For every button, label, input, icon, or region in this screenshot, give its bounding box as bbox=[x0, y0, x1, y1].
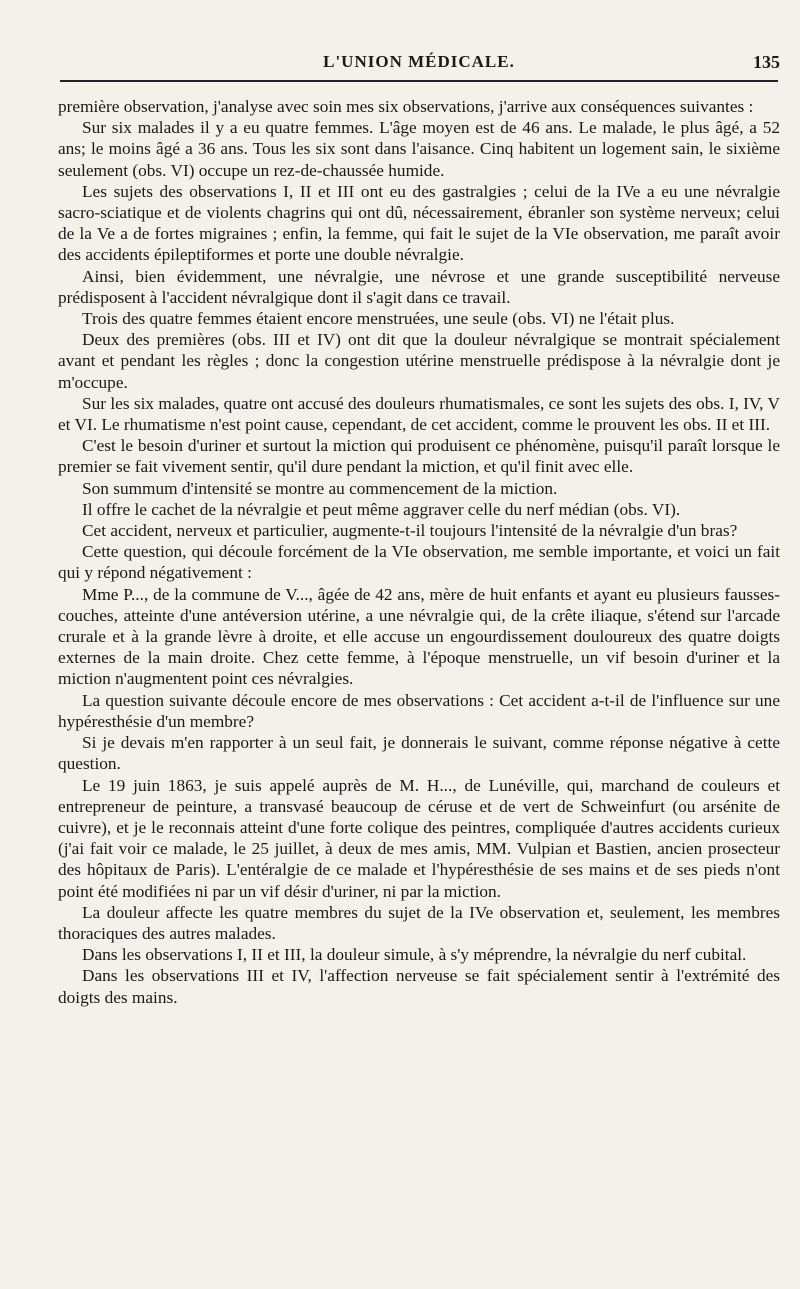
paragraph: Sur les six malades, quatre ont accusé des douleurs rhumatismales, ce sont les sujets des obs. I, IV, V et VI. Le rhumatisme n'est point cause, cependant, de cet accident, comme le prouvent les obs. II et III. bbox=[58, 393, 780, 435]
paragraph: première observation, j'analyse avec soin mes six observations, j'arrive aux conséquences suivantes : bbox=[58, 97, 754, 116]
page-number: 135 bbox=[753, 52, 780, 72]
paragraph: Il offre le cachet de la névralgie et peut même aggraver celle du nerf médian (obs. VI). bbox=[82, 499, 681, 519]
running-title: L'UNION MÉDICALE. bbox=[323, 52, 515, 71]
paragraph: Deux des premières (obs. III et IV) ont dit que la douleur névralgique se montrait spécialement avant et pendant les règles ; donc la congestion utérine menstruelle prédispose à la névralgie dont je m'occupe. bbox=[58, 330, 780, 392]
paragraph: Sur six malades il y a eu quatre femmes. L'âge moyen est de 46 ans. Le malade, le plus âgé, a 52 ans; le moins âgé a 36 ans. Tous les six sont dans l'aisance. Cinq habitent un logement sain, le sixième seulement (obs. VI) occupe un rez-de-chaussée humide. bbox=[58, 118, 780, 180]
paragraph: Si je devais m'en rapporter à un seul fait, je donnerais le suivant, comme réponse négative à cette question. bbox=[58, 733, 780, 774]
paragraph: Dans les observations I, II et III, la douleur simule, à s'y méprendre, la névralgie du nerf cubital. bbox=[82, 945, 747, 965]
paragraph: Cette question, qui découle forcément de la VIe observation, me semble importante, et voici un fait qui y répond négativement : bbox=[58, 542, 780, 583]
paragraph: Ainsi, bien évidemment, une névralgie, une névrose et une grande susceptibilité nerveuse prédisposent à l'accident névralgique dont il s'agit dans ce travail. bbox=[58, 266, 780, 307]
body-text bbox=[58, 96, 780, 1008]
paragraph: Cet accident, nerveux et particulier, augmente-t-il toujours l'intensité de la névralgie d'un bras? bbox=[82, 521, 738, 541]
paragraph: Trois des quatre femmes étaient encore menstruées, une seule (obs. VI) ne l'était plus. bbox=[82, 309, 675, 329]
paragraph: Dans les observations III et IV, l'affection nerveuse se fait spécialement sentir à l'extrémité des doigts des mains. bbox=[58, 966, 780, 1007]
paragraph: Son summum d'intensité se montre au commencement de la miction. bbox=[82, 478, 558, 498]
running-head bbox=[58, 52, 780, 82]
paragraph: La douleur affecte les quatre membres du sujet de la IVe observation et, seulement, les membres thoraciques des autres malades. bbox=[58, 902, 780, 943]
paragraph: Les sujets des observations I, II et III ont eu des gastralgies ; celui de la IVe a eu une névralgie sacro-sciatique et de violents chagrins qui ont dû, nécessairement, ébranler son système nerveux; celui de la Ve a de fortes migraines ; enfin, la femme, qui fait le sujet de la VIe observation, me paraît avoir des accidents épileptiformes et porte une double névralgie. bbox=[58, 181, 780, 265]
paragraph: La question suivante découle encore de mes observations : Cet accident a-t-il de l'influence sur une hypéresthésie d'un membre? bbox=[58, 690, 780, 731]
header-rule bbox=[60, 80, 778, 82]
paragraph: Le 19 juin 1863, je suis appelé auprès de M. H..., de Lunéville, qui, marchand de couleurs et entrepreneur de peinture, a transvasé beaucoup de céruse et de vert de Schweinfurt (ou arsénite de cuivre), et je le reconnais atteint d'une forte colique des peintres, compliquée d'autres accidents curieux (j'ai fait voir ce malade, le 25 juillet, à deux de mes amis, MM. Vulpian et Bastien, ancien prosecteur des hôpitaux de Paris). L'entéralgie de ce malade et l'hypéresthésie de ses mains et de ses pieds n'ont point été modifiées ni par un vif désir d'uriner, ni par la miction. bbox=[58, 775, 780, 901]
paragraph: C'est le besoin d'uriner et surtout la miction qui produisent ce phénomène, puisqu'il paraît lorsque le premier se fait vivement sentir, qu'il dure pendant la miction, et qu'il finit avec elle. bbox=[58, 436, 780, 477]
paragraph: Mme P..., de la commune de V..., âgée de 42 ans, mère de huit enfants et ayant eu plusieurs fausses-couches, atteinte d'une antéversion utérine, a une névralgie qui, de la crête iliaque, s'étend sur l'arcade crurale et à la grande lèvre à droite, et elle accuse un engourdissement douloureux des quatre doigts externes de la main droite. Chez cette femme, à l'époque menstruelle, un vif besoin d'uriner et la miction n'augmentent point ces névralgies. bbox=[58, 584, 780, 689]
